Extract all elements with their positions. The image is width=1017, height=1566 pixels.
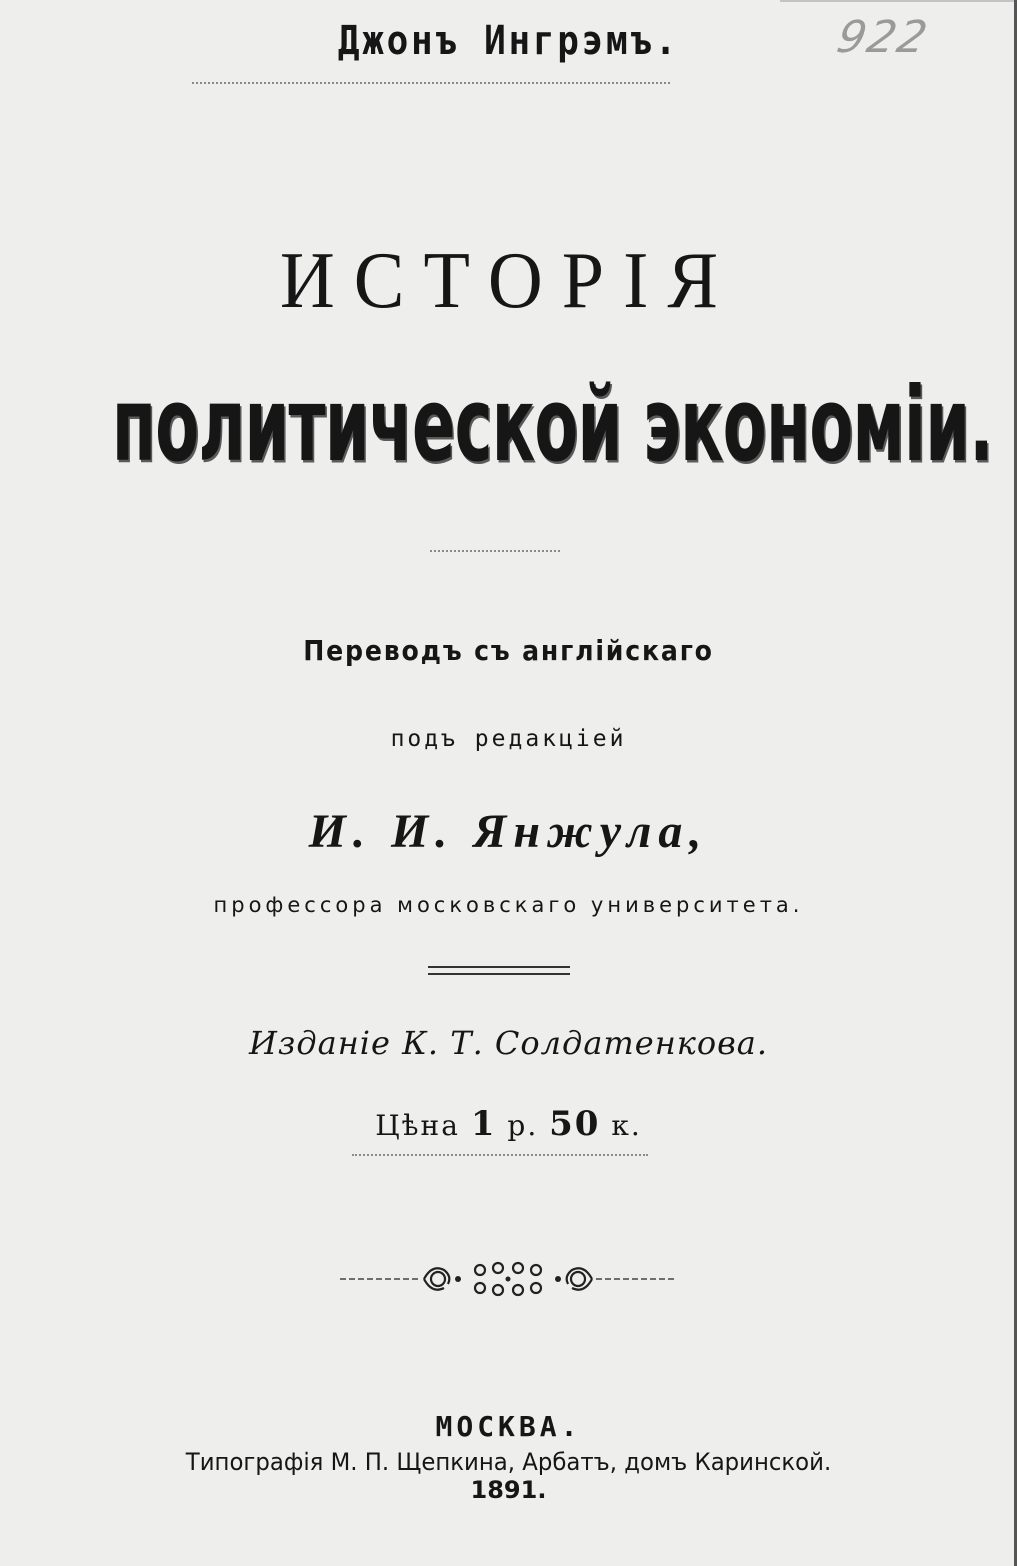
price-kopeks: 50 [549,1104,601,1144]
handwritten-shelf-number: 922 [832,12,934,63]
title-line-2: политической экономіи. [111,366,993,485]
imprint-year: 1891. [470,1476,547,1504]
price-line [0,1104,1017,1144]
imprint-printer: Типографія М. П. Щепкина, Арбатъ, домъ Каринской. [185,1448,832,1476]
price-label: Цѣна [375,1109,460,1142]
title-line-1: ИСТОРІЯ [279,237,738,325]
publisher-line: Изданіе К. Т. Солдатенкова. [248,1024,769,1062]
price-kop-unit: к. [611,1109,642,1142]
translation-note: Переводъ съ англійскаго [303,634,714,667]
imprint-city: МОСКВА. [435,1410,582,1443]
title-divider [430,544,560,552]
top-edge-rule [780,0,1017,8]
price-rubles: 1 [470,1104,497,1144]
author-name: Джонъ Ингрэмъ. [337,18,680,64]
floral-scroll-ornament-icon [340,1254,676,1304]
editor-prefix: подъ редакціей [390,726,627,752]
editor-name: И. И. Янжула, [308,805,709,858]
author-underline [192,76,670,84]
price-rub-unit: р. [507,1109,539,1142]
editor-title: профессора московскаго университета. [213,893,804,917]
double-rule-divider [428,966,570,975]
price-underline [352,1148,648,1156]
